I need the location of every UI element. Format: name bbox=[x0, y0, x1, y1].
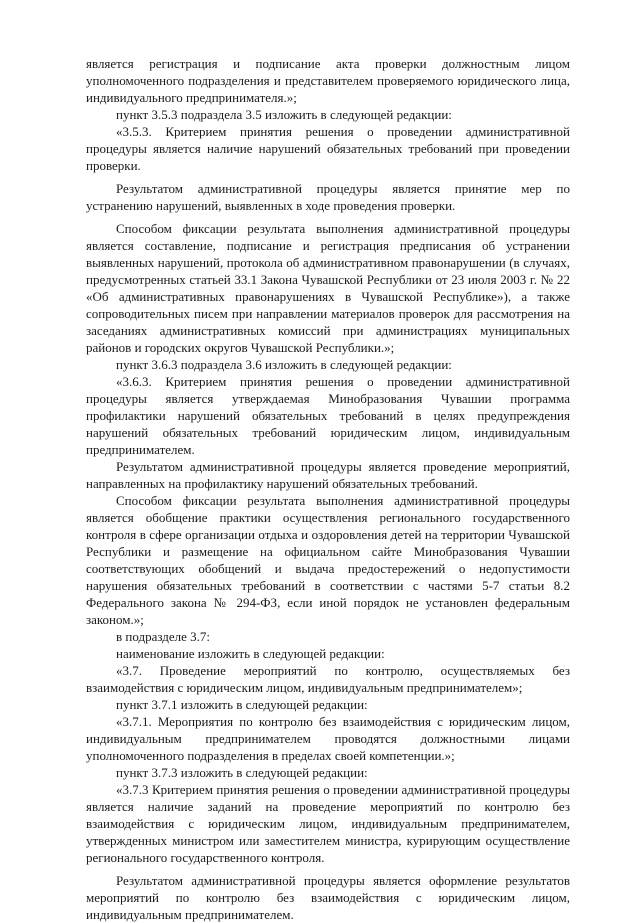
document-body bbox=[86, 55, 570, 923]
paragraph-3-7-title: «3.7. Проведение мероприятий по контролю, осуществляемых без взаимодействия с юридическим лицом, индивидуальным предпринимателем»; bbox=[86, 663, 570, 695]
paragraph-instruction-3-7-1: пункт 3.7.1 изложить в следующей редакции: bbox=[116, 697, 368, 712]
paragraph-3-7-3-criterion: «3.7.3 Критерием принятия решения о проведении административной процедуры является наличие заданий на проведение мероприятий по контролю без взаимодействия с юридическим лицом, индивидуальным предпринимателем, утвержденных министром или заместителем министра, курирующим осуществление регионального государственного контроля. bbox=[86, 782, 570, 865]
paragraph-3-6-3-fixation: Способом фиксации результата выполнения административной процедуры является обобщение практики осуществления регионального государственного контроля в сфере организации отдыха и оздоровления детей на территории Чувашской Республики и размещение на официальном сайте Минобразования Чувашии соответствующих обобщений и выдача предостережений о недопустимости нарушения обязательных требований в соответствии с частями 5-7 статьи 8.2 Федерального закона № 294-ФЗ, если иной порядок не установлен федеральным законом.»; bbox=[86, 493, 570, 627]
paragraph-3-5-3-fixation: Способом фиксации результата выполнения административной процедуры является составление, подписание и регистрация предписания об устранении выявленных нарушений, протокола об административном правонарушении (в случаях, предусмотренных статьей 33.1 Закона Чувашской Республики от 23 июля 2003 г. № 22 «Об административных правонарушениях в Чувашской Республике»), а также сопроводительных писем при направлении материалов проверок для рассмотрения на заседаниях административных комиссий при администрациях муниципальных районов и городских округов Чувашской Республики.»; bbox=[86, 221, 570, 355]
paragraph-3-7-3-result: Результатом административной процедуры является оформление результатов мероприятий по контролю без взаимодействия с юридическим лицом, индивидуальным предпринимателем. bbox=[86, 873, 570, 922]
paragraph-instruction-3-6-3: пункт 3.6.3 подраздела 3.6 изложить в следующей редакции: bbox=[116, 357, 452, 372]
paragraph-3-6-3-result: Результатом административной процедуры является проведение мероприятий, направленных на профилактику нарушений обязательных требований. bbox=[86, 459, 570, 491]
paragraph-3-7-1-text: «3.7.1. Мероприятия по контролю без взаимодействия с юридическим лицом, индивидуальным предпринимателем проводятся должностными лицами уполномоченного подразделения в пределах своей компетенции.»; bbox=[86, 714, 570, 763]
paragraph-name-instruction: наименование изложить в следующей редакции: bbox=[116, 646, 385, 661]
paragraph-continuation: является регистрация и подписание акта проверки должностным лицом уполномоченного подразделения и представителем проверяемого юридического лица, индивидуального предпринимателя.»; bbox=[86, 56, 570, 105]
paragraph-3-6-3-criterion: «3.6.3. Критерием принятия решения о проведении административной процедуры является утверждаемая Минобразования Чувашии программа профилактики нарушений обязательных требований в целях предупреждения нарушений обязательных требований юридическим лицом, индивидуальным предпринимателем. bbox=[86, 374, 570, 457]
paragraph-3-5-3-result: Результатом административной процедуры является принятие мер по устранению нарушений, выявленных в ходе проведения проверки. bbox=[86, 181, 570, 213]
paragraph-instruction-3-7-3: пункт 3.7.3 изложить в следующей редакции: bbox=[116, 765, 368, 780]
paragraph-instruction-3-5-3: пункт 3.5.3 подраздела 3.5 изложить в следующей редакции: bbox=[116, 107, 452, 122]
paragraph-3-5-3-criterion: «3.5.3. Критерием принятия решения о проведении административной процедуры является наличие нарушений обязательных требований при проведении проверки. bbox=[86, 124, 570, 173]
paragraph-subsection-3-7: в подразделе 3.7: bbox=[116, 629, 211, 644]
